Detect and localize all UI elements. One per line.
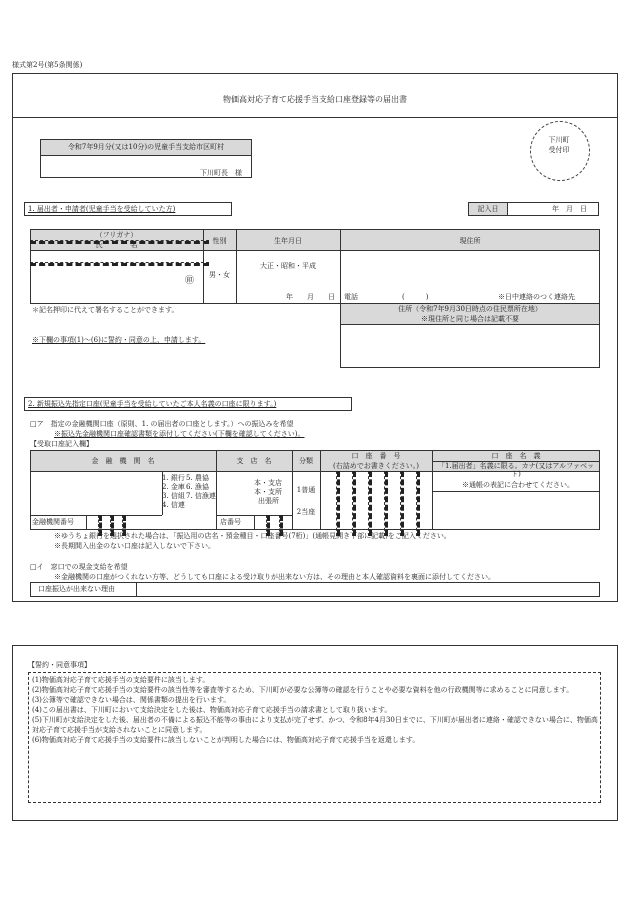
yucho-note: ※ゆうちょ銀行を選択された場合は、「振込用の店名・預金種目・口座番号(7桁)」(通帳見開き下部に記載)をご記入ください。 bbox=[54, 532, 451, 540]
birth-ymd: 年 月 日 bbox=[286, 293, 335, 301]
bank-type-2: 2. 金庫 bbox=[162, 483, 185, 491]
name-header: 氏 名 bbox=[95, 241, 138, 249]
address-header: 現住所 bbox=[459, 237, 481, 245]
prev-address-header: 住所（令和7年9月30日時点の住民票所在地） bbox=[398, 305, 542, 313]
phone-field[interactable]: ( ) bbox=[402, 293, 429, 301]
branch-code-label: 店番号 bbox=[220, 518, 241, 526]
receive-label: 【受取口座記入欄】 bbox=[30, 440, 93, 448]
entry-date-label: 記入日 bbox=[477, 205, 499, 213]
pledge-note: ※下欄の事項(1)～(6)に誓約・同意の上、申請します。 bbox=[32, 336, 206, 344]
section1-label: 1. 届出者・申請者(児童手当を受給していた方) bbox=[28, 205, 176, 213]
option-a[interactable]: □ア 指定の金融機関口座（原則、1. の届出者の口座とします。）への振込みを希望 bbox=[30, 420, 294, 428]
name-field[interactable] bbox=[32, 264, 201, 302]
pledge-item: (3)公簿等で確認できない場合は、関係書類の提出を行います。 bbox=[32, 696, 231, 704]
class-ordinary[interactable]: 1普通 bbox=[296, 486, 316, 494]
class-current[interactable]: 2当座 bbox=[296, 508, 316, 516]
holder-note2: ※通帳の表記に合わせてください。 bbox=[462, 481, 574, 489]
reason-label: 口座振込が出来ない理由 bbox=[38, 585, 115, 593]
long-inactive-note: ※長期間入出金のない口座は記入しないで下さい。 bbox=[54, 542, 215, 550]
entry-date-value: 年 月 日 bbox=[552, 205, 587, 213]
bank-type-1: 1. 銀行 bbox=[162, 474, 185, 482]
seal-mark: ㊞ bbox=[185, 276, 195, 286]
holder-name-field[interactable] bbox=[434, 493, 598, 528]
account-header: 口 座 番 号 bbox=[351, 452, 401, 460]
bank-type-7: 7. 信漁連 bbox=[186, 492, 216, 500]
branch-header: 支 店 名 bbox=[236, 457, 272, 465]
option-a-note: ※振込先金融機関口座確認書類を添付してください(下欄を確認してください)。 bbox=[54, 430, 305, 438]
gender-header: 性別 bbox=[212, 237, 227, 245]
pledge-header: 【誓約・同意事項】 bbox=[28, 661, 91, 669]
birth-header: 生年月日 bbox=[274, 237, 302, 245]
bank-type-4: 4. 信連 bbox=[162, 501, 185, 509]
reason-field[interactable] bbox=[138, 583, 598, 596]
phone-label: 電話 bbox=[344, 293, 358, 301]
pledge-item: (5)下川町が支給決定をした後、届出者の不備による振込不能等の事由により支払が完了せず、かつ、令和8年4月30日までに、下川町が届出者に連絡・確認できない場合に、物価高対応子育て応援手当が支給されないことに同意します。 bbox=[32, 716, 598, 734]
holder-note1: 「1.届出者」名義に限る。カナ(又はアルファベット) bbox=[438, 462, 594, 479]
branch-type-3: 出張所 bbox=[258, 497, 279, 505]
prev-address-note: ※現住所と同じ場合は記載不要 bbox=[421, 315, 519, 323]
pledge-item: (4)この届出書は、下川町において支給決定をした後は、物価高対応子育て応援手当の請求書として取り扱います。 bbox=[32, 706, 392, 714]
bank-type-6: 6. 漁協 bbox=[186, 483, 209, 491]
sign-note: ＊記名押印に代えて署名することができます。 bbox=[32, 306, 179, 314]
bank-type-3: 3. 信組 bbox=[162, 492, 185, 500]
holder-header: 口 座 名 義 bbox=[491, 452, 541, 460]
option-b[interactable]: □イ 窓口での現金支給を希望 bbox=[30, 563, 128, 571]
pledge-list bbox=[32, 675, 598, 745]
gender-options[interactable]: 男・女 bbox=[209, 271, 230, 279]
stamp-line2: 受付印 bbox=[548, 146, 570, 154]
address-field[interactable] bbox=[342, 252, 598, 290]
branch-code-field[interactable] bbox=[255, 516, 291, 529]
pledge-item: (1)物価高対応子育て応援手当の支給要件に該当します。 bbox=[32, 676, 210, 684]
account-number-field[interactable] bbox=[321, 472, 431, 529]
stamp-line1: 下川町 bbox=[548, 136, 570, 144]
branch-name-field[interactable] bbox=[218, 473, 252, 511]
bank-type-5: 5. 農協 bbox=[186, 474, 209, 482]
account-sub: (右詰めでお書きください。) bbox=[333, 462, 419, 470]
furigana-header: （フリガナ） bbox=[95, 231, 138, 239]
class-header: 分類 bbox=[299, 457, 313, 465]
prev-address-field[interactable] bbox=[340, 324, 600, 368]
bank-name-field[interactable] bbox=[32, 473, 160, 513]
section2-label: 2. 新規振込先指定口座(児童手当を受給していたご本人名義の口座に限ります。) bbox=[28, 400, 277, 408]
addressee-name: 下川町長 様 bbox=[200, 169, 242, 177]
birth-eras[interactable]: 大正・昭和・平成 bbox=[260, 262, 316, 270]
branch-type-2: 本・支所 bbox=[254, 488, 282, 496]
form-number: 様式第2号(第5条関係) bbox=[12, 61, 83, 69]
phone-note: ※日中連絡のつく連絡先 bbox=[498, 293, 575, 301]
bank-code-field[interactable] bbox=[87, 516, 135, 529]
form-title: 物価高対応子育て応援手当支給口座登録等の届出書 bbox=[223, 95, 407, 104]
option-b-note: ※金融機関の口座がつくれない方等、どうしても口座による受け取りが出来ない方は、その理由と本人確認資料を裏面に添付してください。 bbox=[54, 573, 495, 581]
pledge-item: (2)物価高対応子育て応援手当の支給要件の該当性等を審査等するため、下川町が必要な公簿等の確認を行うことや必要な資料を他の行政機関等に求めることに同意します。 bbox=[32, 686, 574, 694]
bank-code-label: 金融機関番号 bbox=[32, 518, 74, 526]
furigana-field[interactable] bbox=[32, 251, 201, 261]
addressee-header: 令和7年9月分(又は10分)の児童手当支給市区町村 bbox=[67, 143, 225, 151]
pledge-item: (6)物価高対応子育て応援手当の支給要件に該当しないことが判明した場合には、物価高対応子育て応援手当を返還します。 bbox=[32, 736, 420, 744]
bank-header: 金 融 機 関 名 bbox=[91, 457, 155, 465]
branch-type-1: 本・支店 bbox=[254, 479, 282, 487]
